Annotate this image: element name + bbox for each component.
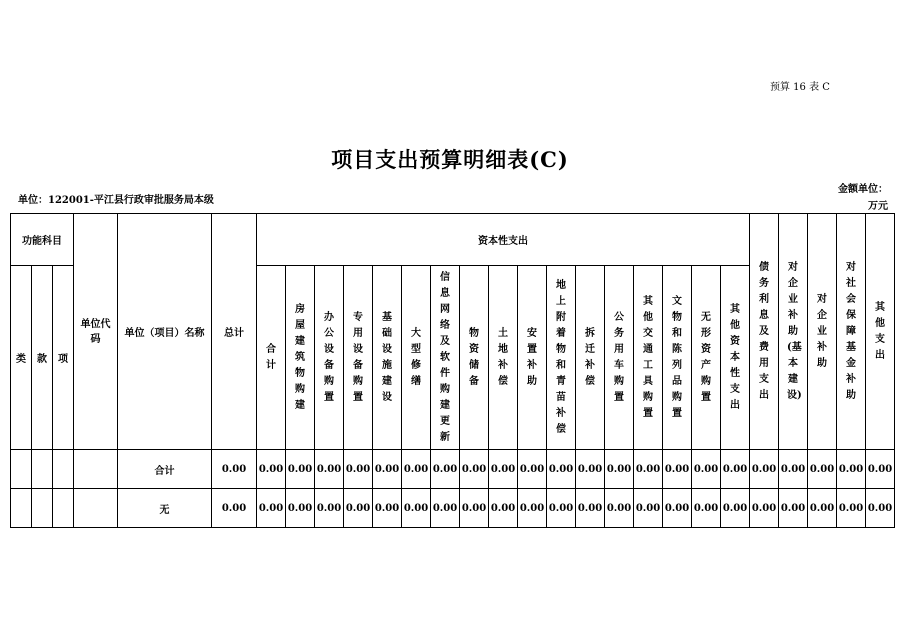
capital-col-10: 地上附着物和青苗补偿 xyxy=(547,266,576,450)
amount-unit xyxy=(826,181,888,215)
capital-col-9: 安置补助 xyxy=(518,266,547,450)
row-value: 0.00 xyxy=(721,489,750,528)
row-value: 0.00 xyxy=(257,489,286,528)
other-col-3: 对社会保障基金补助 xyxy=(837,214,866,450)
other-col-2: 对企业补助 xyxy=(808,214,837,450)
unit-code-header xyxy=(74,214,118,450)
row-value: 0.00 xyxy=(605,489,634,528)
row-value: 0.00 xyxy=(460,450,489,489)
amount-unit-value: 万元 xyxy=(868,201,888,212)
row-value: 0.00 xyxy=(518,489,547,528)
unit-name-header: 单位（项目）名称 xyxy=(118,214,212,450)
row-value: 0.00 xyxy=(634,489,663,528)
row-value: 0.00 xyxy=(779,489,808,528)
row-value: 0.00 xyxy=(460,489,489,528)
capital-col-12: 公务用车购置 xyxy=(605,266,634,450)
other-col-4: 其他支出 xyxy=(866,214,895,450)
row-value: 0.00 xyxy=(402,450,431,489)
row-value: 0.00 xyxy=(605,450,634,489)
row-value: 0.00 xyxy=(431,450,460,489)
empty-cell xyxy=(11,450,32,489)
total-header: 总计 xyxy=(212,214,257,450)
empty-cell xyxy=(32,450,53,489)
capital-col-5: 大型修缮 xyxy=(402,266,431,450)
row-value: 0.00 xyxy=(837,489,866,528)
row-value: 0.00 xyxy=(837,450,866,489)
empty-cell xyxy=(74,489,118,528)
capital-col-3: 专用设备购置 xyxy=(344,266,373,450)
row-value: 0.00 xyxy=(576,450,605,489)
row-value: 0.00 xyxy=(344,450,373,489)
budget-table xyxy=(10,213,895,528)
capital-col-0: 合计 xyxy=(257,266,286,450)
row-value: 0.00 xyxy=(808,450,837,489)
page-title: 项目支出预算明细表(C) xyxy=(331,147,569,172)
row-total: 0.00 xyxy=(212,489,257,528)
unit-label: 单位：122001-平江县行政审批服务局本级 xyxy=(18,195,214,206)
row-value: 0.00 xyxy=(750,489,779,528)
row-name: 合计 xyxy=(118,450,212,489)
capital-col-16: 其他资本性支出 xyxy=(721,266,750,450)
row-value: 0.00 xyxy=(373,450,402,489)
unit-code-text: 单位代码 xyxy=(80,318,111,345)
empty-cell xyxy=(32,489,53,528)
func-subject-header: 功能科目 xyxy=(11,214,74,266)
row-value: 0.00 xyxy=(779,450,808,489)
row-value: 0.00 xyxy=(547,450,576,489)
row-value: 0.00 xyxy=(721,450,750,489)
row-value: 0.00 xyxy=(489,450,518,489)
other-col-0: 债务利息及费用支出 xyxy=(750,214,779,450)
row-value: 0.00 xyxy=(431,489,460,528)
row-value: 0.00 xyxy=(866,450,895,489)
xiang-header: 项 xyxy=(53,266,74,450)
row-value: 0.00 xyxy=(286,489,315,528)
empty-cell xyxy=(11,489,32,528)
row-value: 0.00 xyxy=(692,489,721,528)
row-total: 0.00 xyxy=(212,450,257,489)
table-row xyxy=(11,450,895,489)
row-name: 无 xyxy=(118,489,212,528)
header-row-1 xyxy=(11,214,895,266)
capital-col-7: 物资储备 xyxy=(460,266,489,450)
capital-col-15: 无形资产购置 xyxy=(692,266,721,450)
row-value: 0.00 xyxy=(315,450,344,489)
row-value: 0.00 xyxy=(692,450,721,489)
row-value: 0.00 xyxy=(866,489,895,528)
capital-col-13: 其他交通工具购置 xyxy=(634,266,663,450)
row-value: 0.00 xyxy=(663,450,692,489)
capital-col-11: 拆迁补偿 xyxy=(576,266,605,450)
capital-col-8: 土地补偿 xyxy=(489,266,518,450)
capital-col-6: 信息网络及软件购建更新 xyxy=(431,266,460,450)
row-value: 0.00 xyxy=(257,450,286,489)
capital-header: 资本性支出 xyxy=(257,214,750,266)
row-value: 0.00 xyxy=(634,450,663,489)
row-value: 0.00 xyxy=(576,489,605,528)
other-col-1: 对企业补助(基本建设) xyxy=(779,214,808,450)
amount-unit-label: 金额单位： xyxy=(838,184,888,195)
row-value: 0.00 xyxy=(808,489,837,528)
row-value: 0.00 xyxy=(547,489,576,528)
row-value: 0.00 xyxy=(489,489,518,528)
row-value: 0.00 xyxy=(750,450,779,489)
empty-cell xyxy=(53,489,74,528)
capital-col-4: 基础设施建设 xyxy=(373,266,402,450)
capital-col-2: 办公设备购置 xyxy=(315,266,344,450)
table-row xyxy=(11,489,895,528)
row-value: 0.00 xyxy=(518,450,547,489)
lei-header: 类 xyxy=(11,266,32,450)
empty-cell xyxy=(53,450,74,489)
form-number: 预算 16 表 C xyxy=(770,82,830,93)
row-value: 0.00 xyxy=(373,489,402,528)
kuan-header: 款 xyxy=(32,266,53,450)
row-value: 0.00 xyxy=(344,489,373,528)
row-value: 0.00 xyxy=(663,489,692,528)
row-value: 0.00 xyxy=(402,489,431,528)
empty-cell xyxy=(74,450,118,489)
row-value: 0.00 xyxy=(286,450,315,489)
capital-col-1: 房屋建筑物购建 xyxy=(286,266,315,450)
capital-col-14: 文物和陈列品购置 xyxy=(663,266,692,450)
row-value: 0.00 xyxy=(315,489,344,528)
